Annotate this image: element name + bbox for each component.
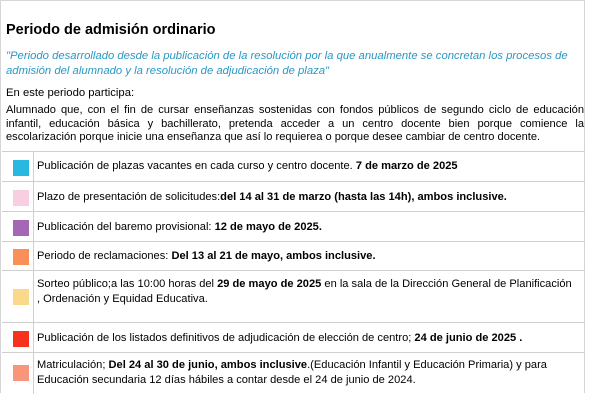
swatch-cell bbox=[2, 212, 34, 241]
text-normal: Publicación del baremo provisional: bbox=[37, 221, 215, 233]
schedule-text bbox=[37, 331, 577, 346]
text-normal: Plazo de presentación de solicitudes: bbox=[37, 191, 221, 203]
color-swatch bbox=[13, 190, 29, 206]
swatch-cell bbox=[2, 353, 34, 394]
page-title: Periodo de admisión ordinario bbox=[6, 22, 216, 38]
text-bold: ambos inclusive bbox=[220, 359, 308, 371]
text-bold: Del 13 al 21 de mayo, ambos inclusive. bbox=[171, 250, 376, 262]
schedule-row bbox=[2, 322, 585, 352]
color-swatch bbox=[13, 160, 29, 176]
text-bold: 7 de marzo de 2025 bbox=[355, 160, 458, 172]
schedule-row bbox=[2, 211, 585, 241]
text-bold: del 14 al 31 de marzo (hasta las 14h), ambos inclusive. bbox=[220, 191, 507, 203]
swatch-cell bbox=[2, 271, 34, 322]
schedule-row bbox=[2, 352, 585, 394]
color-swatch bbox=[13, 249, 29, 265]
participant-description: Alumnado que, con el fin de cursar enseñanzas sostenidas con fondos públicos de segundo ciclo de educación infantil, educación básica y bachillerato, pretenda acceder a un centro docente bien porque comience la escolarización porque inicie una enseñanza que así lo requierea o porque desee cambiar de centro docente. bbox=[6, 104, 584, 144]
text-bold: 12 de mayo de 2025. bbox=[214, 221, 322, 233]
swatch-cell bbox=[2, 182, 34, 211]
text-normal: en la sala de la Dirección General de Planificación , Ordenación y Equidad Educativa. bbox=[37, 278, 572, 305]
text-normal: .(Educación Infantil y Educación Primaria) y para Educación secundaria 12 días hábiles a contar desde el 24 de junio de 2024. bbox=[37, 359, 547, 386]
text-bold: 29 de mayo de 2025 bbox=[217, 278, 322, 290]
schedule-text bbox=[37, 190, 577, 205]
text-normal: Publicación de los listados definitivos de adjudicación de elección de centro; bbox=[37, 332, 415, 344]
participa-label: En este periodo participa: bbox=[6, 87, 135, 99]
schedule-text bbox=[37, 220, 577, 235]
color-swatch bbox=[13, 365, 29, 381]
swatch-cell bbox=[2, 152, 34, 181]
color-swatch bbox=[13, 289, 29, 305]
schedule-row bbox=[2, 270, 585, 322]
schedule-row bbox=[2, 181, 585, 211]
text-bold: 24 de junio de 2025 . bbox=[414, 332, 523, 344]
swatch-cell bbox=[2, 323, 34, 352]
text-bold: Del 24 al 30 de junio, bbox=[108, 359, 218, 371]
color-swatch bbox=[13, 331, 29, 347]
text-normal: Sorteo público;a las 10:00 horas del bbox=[37, 278, 218, 290]
schedule-text bbox=[37, 249, 577, 264]
schedule-text bbox=[37, 277, 577, 307]
text-normal: Matriculación; bbox=[37, 359, 109, 371]
schedule-row bbox=[2, 241, 585, 270]
swatch-cell bbox=[2, 242, 34, 270]
color-swatch bbox=[13, 220, 29, 236]
period-quote: "Periodo desarrollado desde la publicación de la resolución por la que anualmente se concretan los procesos de admisión del alumnado y la resolución de adjudicación de plaza" bbox=[6, 50, 568, 77]
text-normal: Periodo de reclamaciones: bbox=[37, 250, 172, 262]
schedule-text bbox=[37, 159, 577, 174]
text-normal: Publicación de plazas vacantes en cada curso y centro docente. bbox=[37, 160, 356, 172]
schedule-row bbox=[2, 151, 585, 181]
schedule-text bbox=[37, 358, 577, 388]
